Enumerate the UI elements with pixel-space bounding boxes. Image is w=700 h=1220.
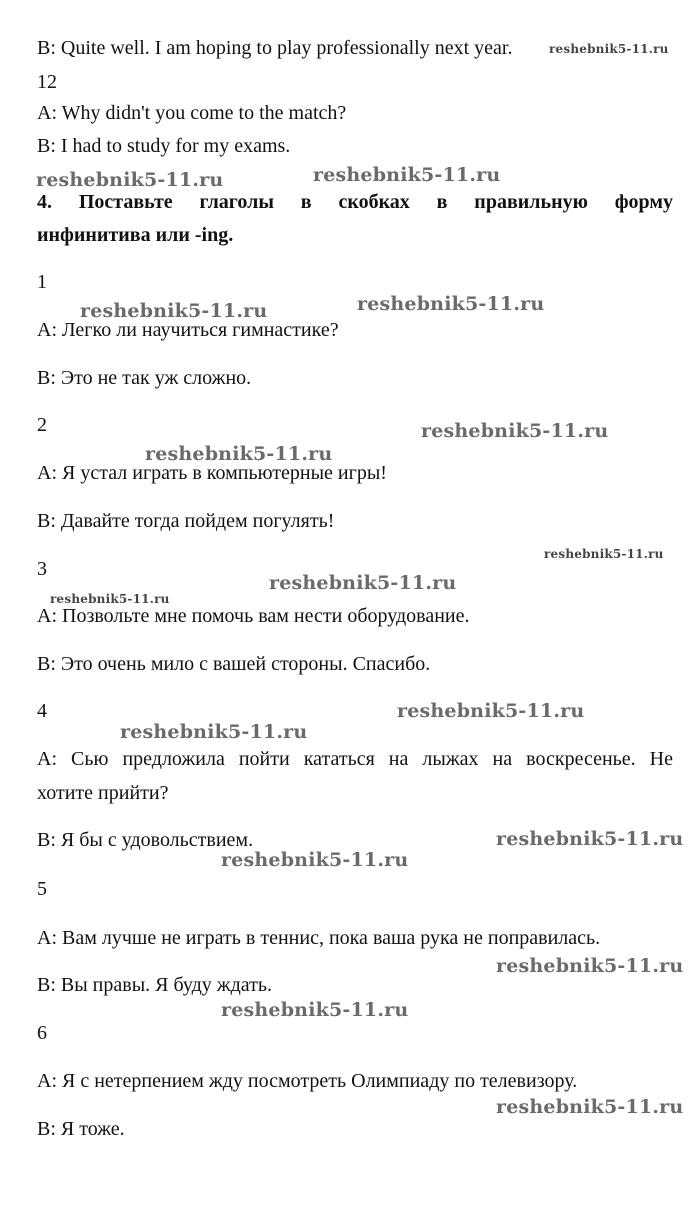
dialogue-line-a: A: Я устал играть в компьютерные игры! [37,462,387,484]
item-number: 4 [37,700,47,722]
watermark: reshebnik5-11.ru [36,169,224,191]
watermark: reshebnik5-11.ru [544,547,664,561]
watermark: reshebnik5-11.ru [421,420,609,442]
dialogue-line-a: A: Сью предложила пойти кататься на лыжах на воскресенье. Не [37,748,673,770]
item-number: 2 [37,414,47,436]
item-number: 12 [37,71,57,93]
watermark: reshebnik5-11.ru [313,164,501,186]
watermark: reshebnik5-11.ru [549,42,669,56]
item-number: 1 [37,271,47,293]
watermark: reshebnik5-11.ru [145,443,333,465]
watermark: reshebnik5-11.ru [50,592,170,606]
dialogue-line-b: B: Давайте тогда пойдем погулять! [37,510,335,532]
watermark: reshebnik5-11.ru [357,293,545,315]
dialogue-line-a: A: Позвольте мне помочь вам нести оборудование. [37,605,470,627]
item-number: 3 [37,558,47,580]
watermark: reshebnik5-11.ru [269,572,457,594]
dialogue-line-b: B: Это очень мило с вашей стороны. Спасибо. [37,653,431,675]
dialogue-line-b: B: Quite well. I am hoping to play professionally next year. [37,37,513,59]
dialogue-line-b: B: Я бы с удовольствием. [37,829,254,851]
watermark: reshebnik5-11.ru [221,849,409,871]
watermark: reshebnik5-11.ru [496,955,684,977]
watermark: reshebnik5-11.ru [80,300,268,322]
section-heading-line-2: инфинитива или -ing. [37,224,234,246]
item-number: 6 [37,1022,47,1044]
dialogue-line-a: A: Вам лучше не играть в теннис, пока ваша рука не поправилась. [37,927,601,949]
dialogue-line-b: B: Вы правы. Я буду ждать. [37,974,273,996]
section-heading-line-1: 4. Поставьте глаголы в скобках в правильную форму [37,191,673,213]
item-number: 5 [37,878,47,900]
dialogue-line-b: B: Это не так уж сложно. [37,367,252,389]
watermark: reshebnik5-11.ru [496,1096,684,1118]
dialogue-line-a: A: Why didn't you come to the match? [37,102,347,124]
watermark: reshebnik5-11.ru [120,721,308,743]
dialogue-line-b: B: I had to study for my exams. [37,135,291,157]
watermark: reshebnik5-11.ru [221,999,409,1021]
dialogue-line-b: B: Я тоже. [37,1118,125,1140]
watermark: reshebnik5-11.ru [496,828,684,850]
dialogue-line-a: A: Легко ли научиться гимнастике? [37,319,339,341]
watermark: reshebnik5-11.ru [397,700,585,722]
dialogue-line-a-continued: хотите прийти? [37,782,169,804]
dialogue-line-a: A: Я с нетерпением жду посмотреть Олимпиаду по телевизору. [37,1070,578,1092]
